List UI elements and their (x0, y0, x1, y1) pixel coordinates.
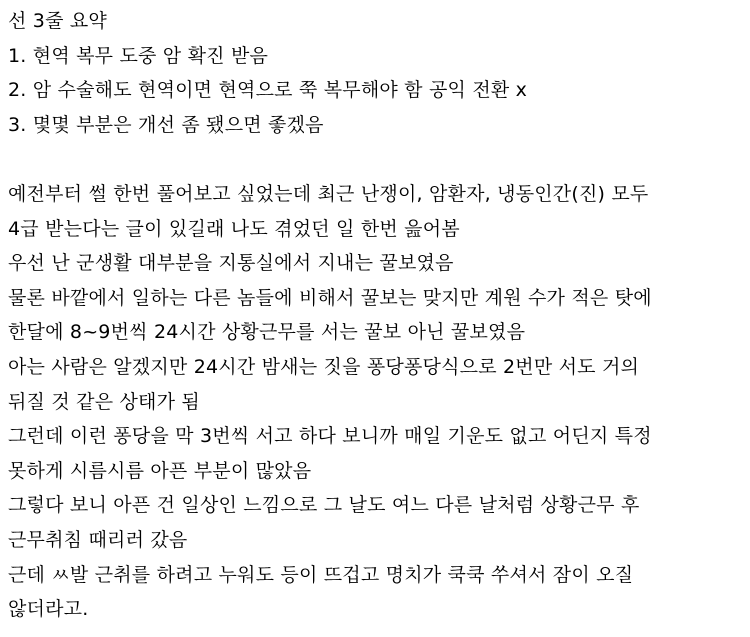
body-line: 않더라고. (8, 598, 89, 621)
body-line: 그렇다 보니 아픈 건 일상인 느낌으로 그 날도 여느 다른 날처럼 상황근무 후 (8, 494, 640, 517)
body-line: 못하게 시름시름 아픈 부분이 많았음 (8, 459, 312, 482)
summary-item: 1. 현역 복무 도중 암 확진 받음 (8, 44, 269, 67)
body-line: 우선 난 군생활 대부분을 지통실에서 지내는 꿀보였음 (8, 252, 454, 275)
body-line: 한달에 8~9번씩 24시간 상황근무를 서는 꿀보 아닌 꿀보였음 (8, 321, 526, 344)
body-line: 근데 ㅆ발 근취를 하려고 누워도 등이 뜨겁고 명치가 쿡쿡 쑤셔서 잠이 오질 (8, 563, 634, 586)
body-line: 4급 받는다는 글이 있길래 나도 겪었던 일 한번 읊어봄 (8, 217, 460, 240)
summary-item: 3. 몇몇 부분은 개선 좀 됐으면 좋겠음 (8, 113, 324, 136)
body-line: 근무취침 때리러 갔음 (8, 528, 188, 551)
summary-item: 2. 암 수술해도 현역이면 현역으로 쭉 복무해야 함 공익 전환 x (8, 79, 528, 102)
body-line: 물론 바깥에서 일하는 다른 놈들에 비해서 꿀보는 맞지만 계원 수가 적은 탓에 (8, 286, 652, 309)
post-document (8, 8, 746, 631)
body-line: 뒤질 것 같은 상태가 됨 (8, 390, 200, 413)
body-line: 예전부터 썰 한번 풀어보고 싶었는데 최근 난쟁이, 암환자, 냉동인간(진) 모두 (8, 182, 649, 205)
body-line: 그런데 이런 퐁당을 막 3번씩 서고 하다 보니까 매일 기운도 없고 어딘지 특정 (8, 425, 652, 448)
paragraph-spacer (8, 146, 746, 181)
body-line: 아는 사람은 알겠지만 24시간 밤새는 짓을 퐁당퐁당식으로 2번만 서도 거의 (8, 355, 640, 378)
summary-heading: 선 3줄 요약 (8, 10, 107, 32)
